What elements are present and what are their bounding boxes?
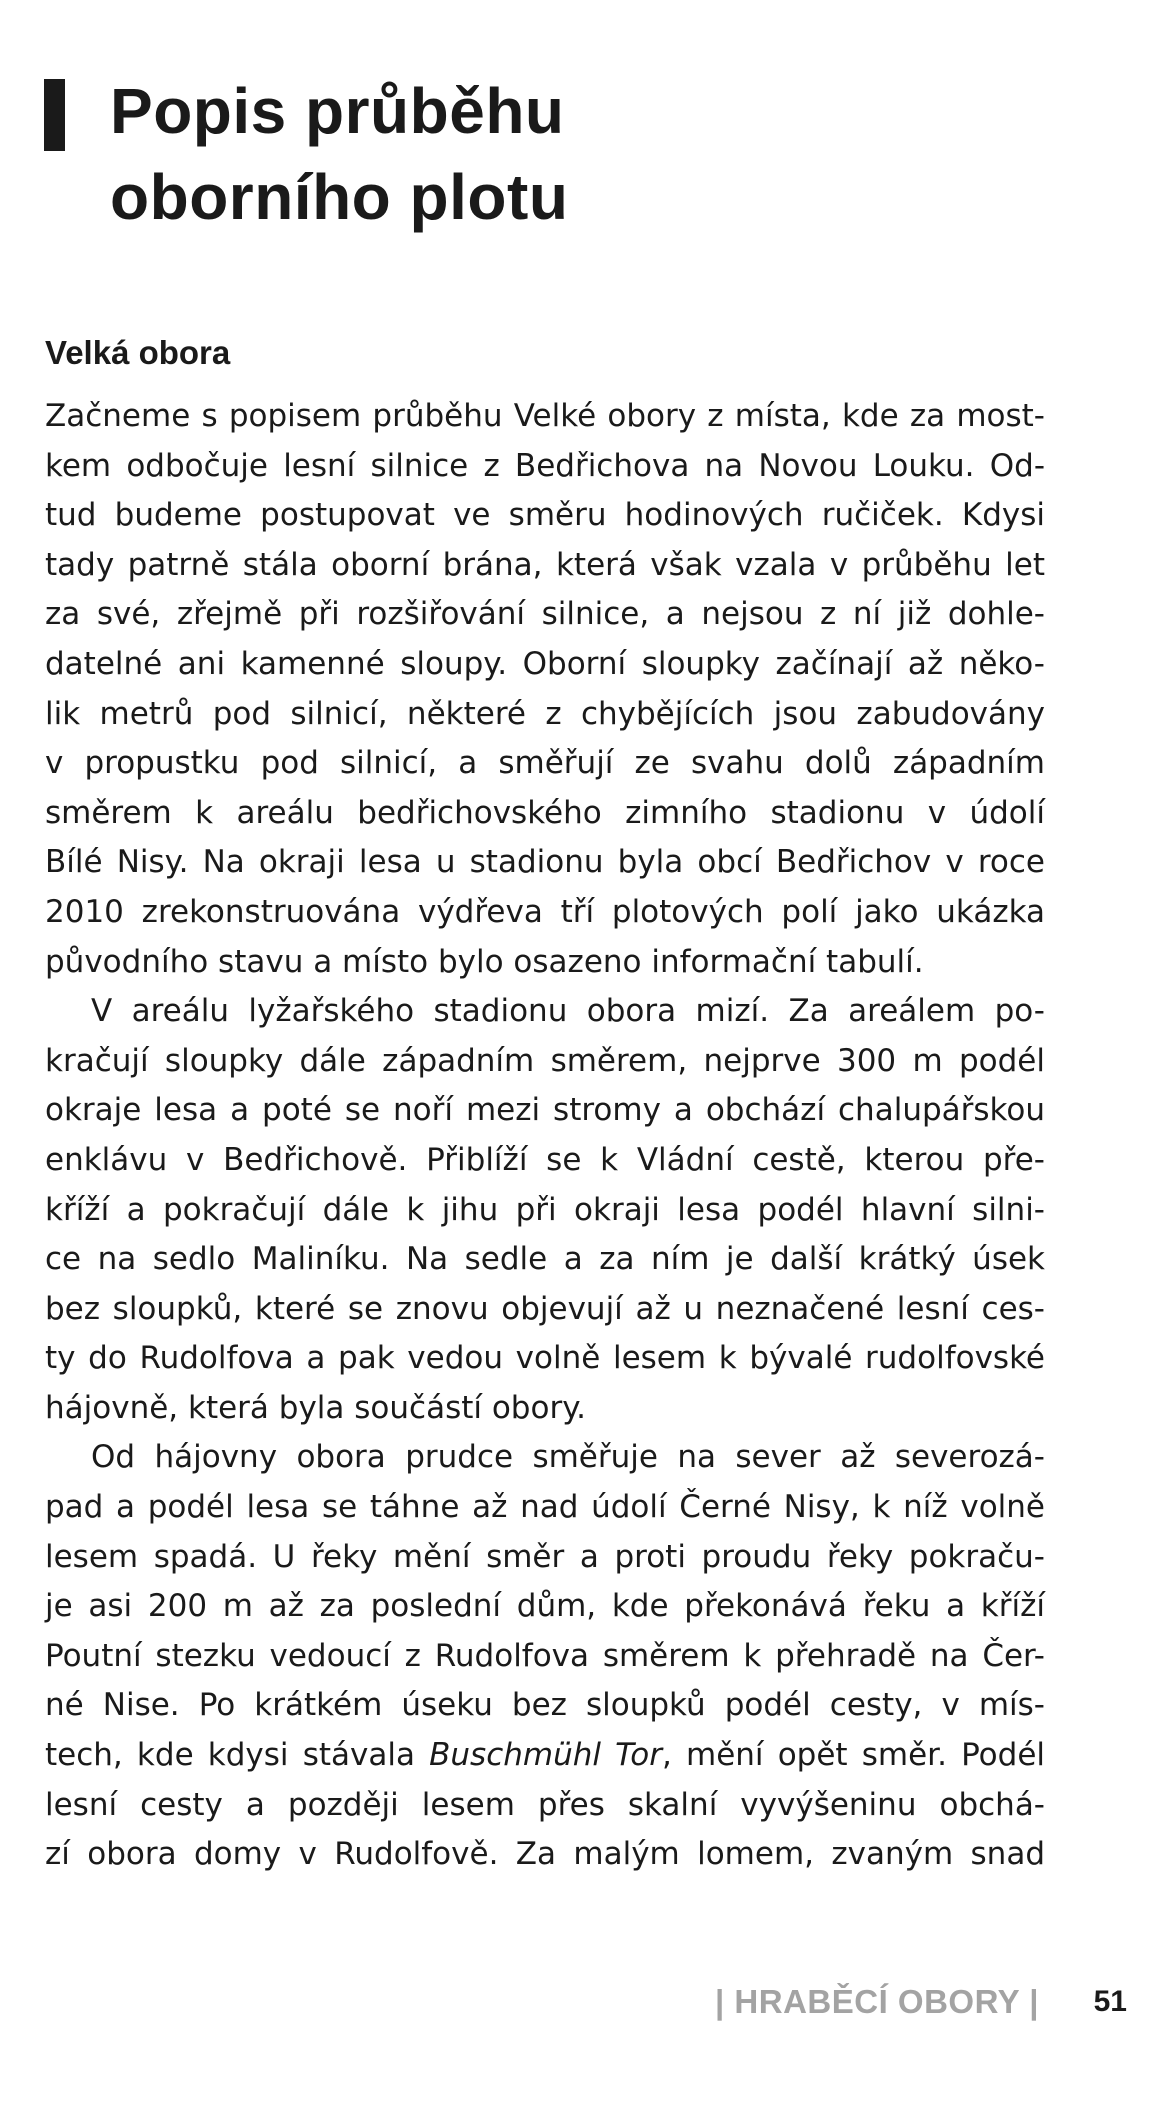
text-line: kračují sloupky dále západním směrem, nejprve 300 m podél (45, 1042, 1045, 1079)
text-line: datelné ani kamenné sloupy. Oborní sloupky začínají až něko- (45, 645, 1045, 682)
section-heading: Velká obora (45, 334, 231, 371)
text-line: kem odbočuje lesní silnice z Bedřichova na Novou Louku. Od- (45, 447, 1045, 484)
text-line: Od hájovny obora prudce směřuje na sever až severozá- (91, 1439, 1045, 1476)
text-line (45, 1731, 1045, 1781)
text-line: hájovně, která byla součástí obory. (45, 1389, 586, 1426)
page-title-line-2: oborního plotu (110, 161, 569, 233)
text-line: ty do Rudolfova a pak vedou volně lesem k bývalé rudolfovské (45, 1340, 1045, 1377)
text-line: původního stavu a místo bylo osazeno informační tabulí. (45, 943, 924, 980)
text-line: lesní cesty a později lesem přes skalní vyvýšeninu obchá- (45, 1786, 1045, 1823)
text-line: enklávu v Bedřichově. Přiblíží se k Vládní cestě, kterou pře- (45, 1141, 1045, 1178)
text-line: v propustku pod silnicí, a směřují ze svahu dolů západním (45, 745, 1045, 782)
text-line: Začneme s popisem průběhu Velké obory z místa, kde za most- (45, 398, 1045, 434)
text-line: kříží a pokračují dále k jihu při okraji lesa podél hlavní silni- (45, 1191, 1045, 1228)
text-fragment: tech, kde kdysi stávala (45, 1737, 430, 1774)
page-title (110, 68, 568, 240)
text-line: V areálu lyžařského stadionu obora mizí. Za areálem po- (91, 993, 1045, 1030)
text-line: okraje lesa a poté se noří mezi stromy a obchází chalupářskou (45, 1092, 1045, 1129)
text-line: lik metrů pod silnicí, některé z chybějících jsou zabudovány (45, 695, 1045, 732)
text-line: Bílé Nisy. Na okraji lesa u stadionu byla obcí Bedřichov v roce (45, 844, 1045, 881)
text-line: né Nise. Po krátkém úseku bez sloupků podél cesty, v mís- (45, 1687, 1045, 1724)
text-line: Poutní stezku vedoucí z Rudolfova směrem k přehradě na Čer- (45, 1637, 1045, 1674)
text-line: 2010 zrekonstruována výdřeva tří plotových polí jako ukázka (45, 893, 1045, 930)
title-accent-bar (44, 79, 65, 151)
text-fragment: , mění opět směr. Podél (662, 1737, 1046, 1774)
body-text (45, 392, 1045, 1880)
italic-place-name: Buschmühl Tor (429, 1737, 662, 1774)
running-footer-title: | HRABĚCÍ OBORY | (715, 1983, 1039, 2020)
text-line: lesem spadá. U řeky mění směr a proti proudu řeky pokraču- (45, 1538, 1045, 1575)
text-line: ce na sedlo Maliníku. Na sedle a za ním je další krátký úsek (45, 1241, 1045, 1278)
page-number: 51 (1093, 1985, 1127, 2018)
text-line: za své, zřejmě při rozšiřování silnice, a nejsou z ní již dohle- (45, 596, 1045, 633)
text-line: je asi 200 m až za poslední dům, kde překonává řeku a kříží (45, 1588, 1045, 1625)
text-line: směrem k areálu bedřichovského zimního stadionu v údolí (45, 794, 1045, 831)
text-line: tady patrně stála oborní brána, která však vzala v průběhu let (45, 546, 1045, 583)
text-line: pad a podél lesa se táhne až nad údolí Černé Nisy, k níž volně (45, 1489, 1045, 1526)
text-line: bez sloupků, které se znovu objevují až u neznačené lesní ces- (45, 1290, 1045, 1327)
text-line: tud budeme postupovat ve směru hodinových ručiček. Kdysi (45, 497, 1045, 534)
page-title-line-1: Popis průběhu (110, 75, 565, 147)
text-line: zí obora domy v Rudolfově. Za malým lomem, zvaným snad (45, 1836, 1045, 1873)
